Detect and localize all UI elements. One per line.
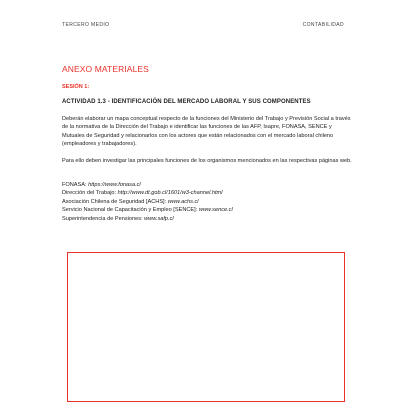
- link-item-superintendencia: [62, 215, 352, 223]
- link-url[interactable]: http://www.dt.gob.cl/1601/w3-channel.html: [117, 190, 223, 197]
- activity-title: ACTIVIDAD 1.3 - IDENTIFICACIÓN DEL MERCADO LABORAL Y SUS COMPONENTES: [62, 99, 311, 105]
- link-url[interactable]: https://www.fonasa.cl: [88, 182, 141, 188]
- link-url[interactable]: www.sence.cl: [198, 207, 233, 214]
- instructions-paragraph: Deberán elaborar un mapa conceptual respecto de la funciones del Ministerio del Trabajo y Previsión Social a través de la normativa de la Dirección del Trabajo e identificar las funciones de las AFP, Isapre, FONASA, SENCE y Mutuales de Seguridad y relacionarlos con los actores que están relacionados con el mercado laboral chileno (empleadores y trabajadores).: [62, 116, 351, 148]
- header-subject-label: CONTABILIDAD: [302, 22, 344, 28]
- research-paragraph: Para ello deben investigar las principales funciones de los organismos mencionados en las respectivas páginas web.: [62, 158, 352, 164]
- session-label: SESIÓN 1:: [62, 84, 90, 90]
- section-title: ANEXO MATERIALES: [62, 64, 149, 74]
- links-list: [62, 181, 352, 223]
- link-label: Asociación Chilena de Seguridad [ACHS]:: [62, 198, 168, 205]
- link-item-achs: [62, 198, 352, 206]
- link-item-fonasa: [62, 181, 352, 189]
- answer-box: [67, 252, 345, 402]
- link-item-direccion-trabajo: [62, 189, 352, 197]
- link-item-sence: [62, 206, 352, 214]
- link-label: Servicio Nacional de Capacitación y Empleo [SENCE]:: [62, 207, 199, 214]
- header-course-label: TERCERO MEDIO: [62, 22, 110, 28]
- link-label: Dirección del Trabajo:: [62, 190, 118, 197]
- link-label: FONASA:: [62, 182, 89, 188]
- link-label: Superintendencia de Pensiones:: [62, 215, 145, 222]
- link-url[interactable]: www.achs.cl: [167, 198, 199, 205]
- link-url[interactable]: www.safp.cl: [144, 215, 174, 222]
